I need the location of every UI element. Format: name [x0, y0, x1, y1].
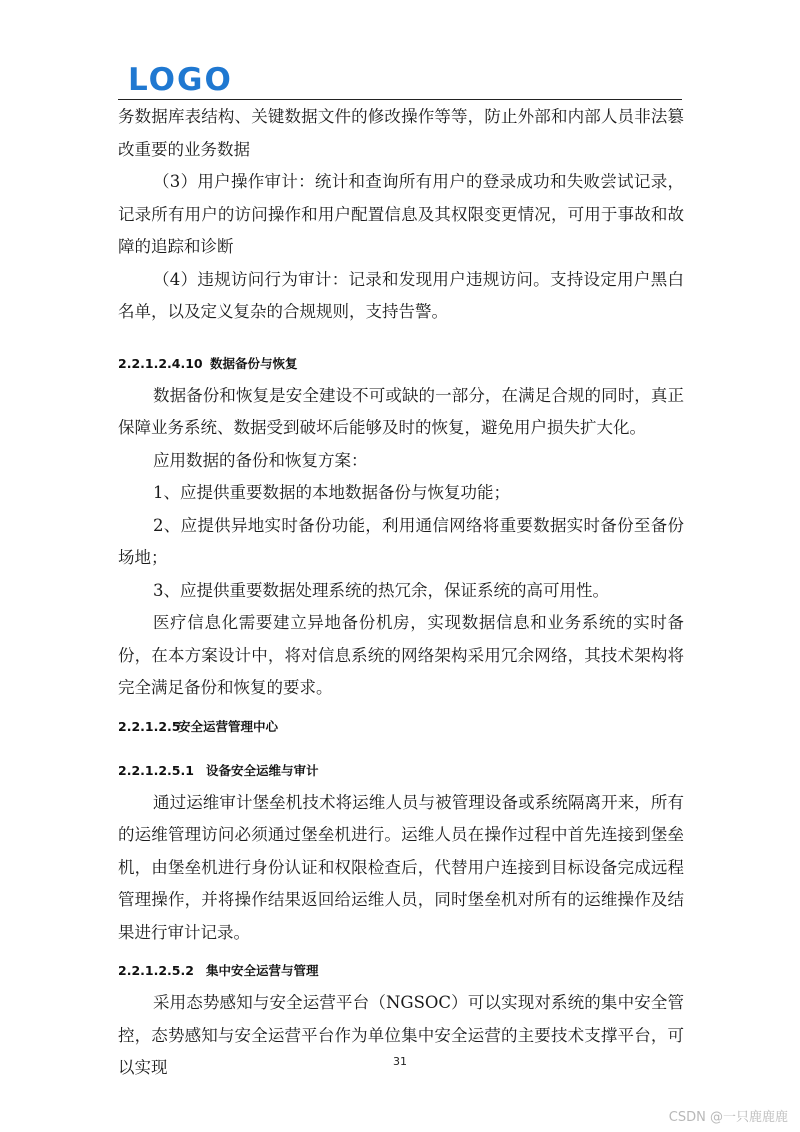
paragraph: 1、应提供重要数据的本地数据备份与恢复功能； — [153, 483, 510, 502]
section-heading — [118, 354, 684, 374]
section-number: 2.2.1.2.4.10 — [118, 355, 203, 371]
paragraph: （4）违规访问行为审计：记录和发现用户违规访问。支持设定用户黑白名单，以及定义复杂的合规规则，支持告警。 — [118, 269, 684, 321]
section-title: 集中安全运营与管理 — [206, 963, 319, 978]
paragraph: 数据备份和恢复是安全建设不可或缺的一部分，在满足合规的同时，真正保障业务系统、数据受到破坏后能够及时的恢复，避免用户损失扩大化。 — [118, 385, 684, 437]
document-body — [118, 101, 684, 1085]
section-title: 设备安全运维与审计 — [206, 762, 319, 778]
section-number: 2.2.1.2.5.1 — [118, 762, 194, 778]
paragraph: 通过运维审计堡垒机技术将运维人员与被管理设备或系统隔离开来，所有的运维管理访问必须通过堡垒机进行。运维人员在操作过程中首先连接到堡垒机，由堡垒机进行身份认证和权限检查后，代替用户连接到目标设备完成远程管理操作，并将操作结果返回给运维人员，同时堡垒机对所有的运维操作及结果进行审计记录。 — [118, 792, 684, 942]
section-title: 安全运营管理中心 — [178, 718, 279, 734]
section-heading — [118, 761, 684, 781]
section-number: 2.2.1.2.5.2 — [118, 963, 194, 978]
page-number: 31 — [393, 1055, 407, 1068]
paragraph: 应用数据的备份和恢复方案： — [153, 450, 368, 470]
section-heading — [118, 717, 684, 737]
paragraph: （3）用户操作审计：统计和查询所有用户的登录成功和失败尝试记录，记录所有用户的访问操作和用户配置信息及其权限变更情况，可用于事故和故障的追踪和诊断 — [118, 172, 684, 256]
logo: LOGO — [128, 62, 233, 98]
paragraph: 采用态势感知与安全运营平台（NGSOC）可以实现对系统的集中安全管控，态势感知与安全运营平台作为单位集中安全运营的主要技术支撑平台，可以实现 — [118, 993, 684, 1077]
header-rule — [118, 99, 682, 100]
section-number: 2.2.1.2.5 — [118, 718, 181, 734]
watermark: CSDN @一只鹿鹿鹿 — [668, 1110, 788, 1125]
paragraph: 务数据库表结构、关键数据文件的修改操作等等，防止外部和内部人员非法篡改重要的业务数据 — [118, 107, 684, 159]
paragraph: 3、应提供重要数据处理系统的热冗余，保证系统的高可用性。 — [153, 580, 609, 600]
section-heading — [118, 961, 684, 981]
paragraph: 2、应提供异地实时备份功能，利用通信网络将重要数据实时备份至备份场地； — [118, 515, 684, 567]
section-title: 数据备份与恢复 — [210, 355, 298, 371]
paragraph: 医疗信息化需要建立异地备份机房，实现数据信息和业务系统的实时备份，在本方案设计中，将对信息系统的网络架构采用冗余网络，其技术架构将完全满足备份和恢复的要求。 — [118, 613, 684, 697]
